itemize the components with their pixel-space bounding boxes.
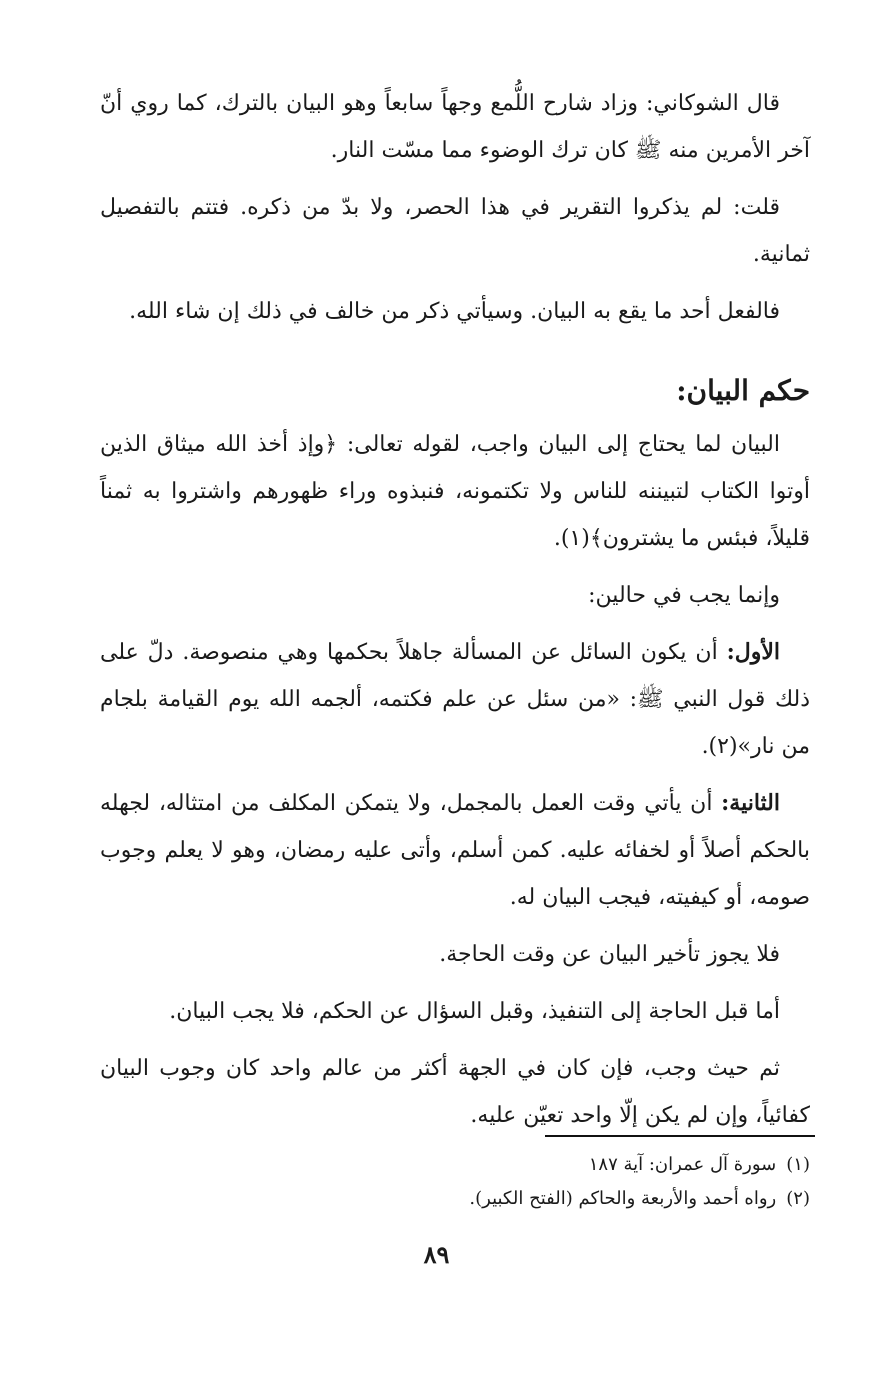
paragraph-halayn: وإنما يجب في حالين: bbox=[588, 583, 780, 608]
paragraph-second bbox=[100, 780, 810, 921]
paragraph-shawkani: قال الشوكاني: وزاد شارح اللُّمع وجهاً سابعاً وهو البيان بالترك، كما روي أنّ آخر الأمرين منه ﷺ كان ترك الوضوء مما مسّت النار. bbox=[100, 91, 810, 163]
footnote-1-number: (١) bbox=[786, 1154, 810, 1175]
footnote-separator bbox=[545, 1135, 815, 1137]
paragraph-taqrir: قلت: لم يذكروا التقرير في هذا الحصر، ولا بدّ من ذكره. فتتم بالتفصيل ثمانية. bbox=[100, 195, 810, 267]
paragraph-fil: فالفعل أحد ما يقع به البيان. وسيأتي ذكر من خالف في ذلك إن شاء الله. bbox=[129, 299, 780, 324]
paragraph-bayan-wajib: البيان لما يحتاج إلى البيان واجب، لقوله تعالى: ﴿وإذ أخذ الله ميثاق الذين أوتوا الكتاب لتبيننه للناس ولا تكتمونه، فنبذوه وراء ظهورهم واشتروا به ثمناً قليلاً، فبئس ما يشترون﴾(١). bbox=[100, 432, 810, 551]
paragraph-second-text: أن يأتي وقت العمل بالمجمل، ولا يتمكن المكلف من امتثاله، لجهله بالحكم أصلاً أو لخفائه عليه. كمن أسلم، وأتى عليه رمضان، وهو لا يعلم وجوب صومه، أو كيفيته، فيجب البيان له. bbox=[100, 791, 810, 910]
page-number: ٨٩ bbox=[423, 1240, 450, 1269]
footnote-2 bbox=[100, 1182, 810, 1216]
footnote-1 bbox=[100, 1148, 810, 1182]
section-heading: حكم البيان: bbox=[676, 374, 810, 407]
paragraph-before-need: أما قبل الحاجة إلى التنفيذ، وقبل السؤال عن الحكم، فلا يجب البيان. bbox=[169, 999, 780, 1024]
paragraph-no-delay: فلا يجوز تأخير البيان عن وقت الحاجة. bbox=[439, 942, 780, 967]
page-body bbox=[100, 80, 810, 1149]
paragraph-first bbox=[100, 629, 810, 770]
footnotes bbox=[100, 1148, 810, 1216]
paragraph-first-text: أن يكون السائل عن المسألة جاهلاً بحكمها وهي منصوصة. دلّ على ذلك قول النبي ﷺ: «من سئل عن علم فكتمه، ألجمه الله يوم القيامة بلجام من نار»(٢). bbox=[100, 640, 810, 759]
paragraph-first-lead: الأول: bbox=[726, 639, 780, 665]
footnote-2-number: (٢) bbox=[786, 1188, 810, 1209]
footnote-1-text: سورة آل عمران: آية ١٨٧ bbox=[588, 1154, 777, 1175]
paragraph-kifai: ثم حيث وجب، فإن كان في الجهة أكثر من عالم واحد كان وجوب البيان كفائياً، وإن لم يكن إلّا واحد تعيّن عليه. bbox=[100, 1056, 810, 1128]
footnote-2-text: رواه أحمد والأربعة والحاكم (الفتح الكبير). bbox=[469, 1188, 777, 1209]
paragraph-second-lead: الثانية: bbox=[721, 790, 780, 816]
